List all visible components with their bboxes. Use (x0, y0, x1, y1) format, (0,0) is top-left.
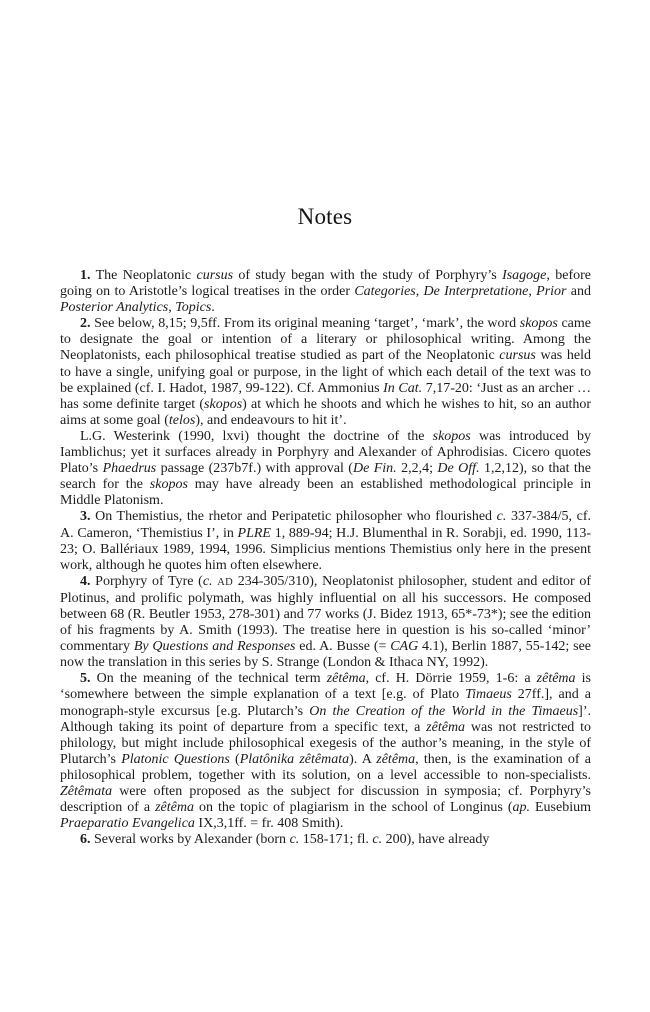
note-text: came to designate the goal or intention of a literary or philosophical writing. Among the Neoplatonists, each philosophical treatise studied as part of the Neoplatonic (60, 316, 592, 364)
note-text: 200), have already (382, 832, 490, 848)
note-paragraph (60, 268, 591, 316)
note-number: 6. (80, 832, 91, 848)
note-text: may have already been an established methodological principle in Middle Platonism. (60, 477, 591, 509)
note-text: 337-384/5, cf. A. Cameron, ‘Themistius I’, in (60, 509, 591, 541)
note-text: ). A (349, 751, 377, 767)
note-text: 2,2,4; (396, 461, 438, 477)
note-paragraph (60, 316, 591, 429)
note-italic-text: skopos (204, 396, 243, 412)
note-italic-text: Categories (354, 284, 416, 300)
note-text: The Neoplatonic (90, 268, 197, 283)
note-italic-text: In Cat. (383, 380, 423, 396)
note-number: 1. (80, 268, 91, 283)
note-text: Several works by Alexander (born (90, 832, 290, 848)
note-text: , (168, 300, 176, 316)
note-italic-text: c. (372, 832, 383, 848)
note-text: On the meaning of the technical term (90, 671, 327, 687)
note-text: ed. A. Busse (= (295, 639, 391, 655)
note-text: . (211, 300, 215, 316)
note-italic-text: Topics (175, 300, 212, 316)
note-paragraph (60, 574, 591, 672)
note-text: and (566, 284, 592, 300)
note-text: 4.1), Berlin 1887, 55-142; see now the translation in this series by S. Strange (London & Ithaca NY, 1992). (60, 639, 592, 671)
note-text: L.G. Westerink (1990, lxvi) thought the doctrine of the (80, 428, 433, 444)
note-text: , then, is the examination of a philosophical problem, together with its solution, on a level accessible to non-specialists. (60, 751, 591, 783)
note-text: was introduced by Iamblichus; yet it surfaces already in Porphyry and Alexander of Aphrodisias. Cicero quotes Plato’s (60, 428, 591, 477)
note-italic-text: zêtêma (155, 800, 194, 816)
note-text: passage (237b7f.) with approval ( (156, 461, 353, 477)
note-italic-text: Platônika zêtêmata (239, 751, 350, 767)
page-title: Notes (297, 204, 353, 229)
note-text: 158-171; fl. (299, 832, 373, 848)
note-smallcaps-text: AD (217, 576, 234, 588)
note-italic-text: Posterior Analytics (60, 300, 169, 316)
note-text: , (415, 284, 424, 300)
note-text: of study began with the study of Porphyry’s (233, 268, 503, 283)
note-italic-text: telos (168, 412, 196, 428)
note-italic-text: c. (202, 573, 213, 589)
note-number: 4. (80, 573, 91, 589)
note-text: ), and endeavours to hit it’. (195, 412, 347, 428)
note-text: See below, 8,15; 9,5ff. From its original meaning ‘target’, ‘mark’, the word (90, 316, 520, 332)
note-italic-text: c. (496, 509, 507, 525)
note-italic-text: zêtêma (376, 751, 416, 767)
note-italic-text: CAG (390, 639, 419, 655)
note-text: was not restricted to philology, but might include philosophical exegesis of the author’s meaning, in the style of Plutarch’s (60, 719, 592, 767)
note-text: ]’. Although taking its point of departure from a specific text, a (60, 703, 591, 735)
note-text: Porphyry of Tyre ( (90, 573, 203, 589)
note-italic-text: skopos (149, 477, 188, 493)
note-text: on the topic of plagiarism in the school of Longinus ( (193, 800, 513, 816)
note-italic-text: Prior (536, 284, 567, 300)
note-text: 1, 889-94; H.J. Blumenthal in R. Sorabji, ed. 1990, 113-23; O. Ballériaux 1989, 1994, 1996. Simplicius mentions Themistius only here in the present work, although he quotes him often elsewhere. (60, 525, 591, 573)
note-text: IX,3,1ff. = fr. 408 Smith). (194, 816, 344, 832)
note-italic-text: zêtêma (536, 671, 576, 687)
note-italic-text: ap. (512, 800, 530, 816)
note-text: 7,17-20: ‘Just as an archer … has some definite target ( (60, 380, 592, 412)
note-text: Eusebium (530, 800, 591, 816)
note-paragraph (60, 429, 591, 509)
note-text: were often proposed as the subject for discussion in symposia; cf. Porphyry’s description of a (60, 784, 591, 816)
note-text: is ‘somewhere between the simple explanation of a text [e.g. of Plato (60, 671, 591, 703)
note-number: 3. (80, 509, 91, 525)
note-italic-text: Phaedrus (102, 461, 157, 477)
note-paragraph (60, 671, 591, 832)
note-italic-text: De Fin. (352, 461, 397, 477)
note-italic-text: By Questions and Responses (133, 639, 296, 655)
note-italic-text: skopos (519, 316, 558, 332)
note-text: 27ff.], and a monograph-style excursus [e.g. Plutarch’s (60, 687, 591, 719)
note-italic-text: Platonic Questions (121, 751, 230, 767)
note-italic-text: De Off. (437, 461, 480, 477)
note-text: was held to have a single, unifying goal or purpose, in the light of which each detail of the text was to be explained (cf. I. Hadot, 1987, 99-122). Cf. Ammonius (60, 348, 591, 396)
note-number: 2. (80, 316, 91, 332)
note-italic-text: PLRE (237, 525, 271, 541)
note-text: ( (229, 751, 240, 767)
note-italic-text: cursus (499, 348, 536, 364)
note-text: ) at which he shoots and which he wishes to hit, so an author aims at some goal ( (60, 396, 591, 428)
note-italic-text: De Interpretatione (423, 284, 529, 300)
note-text: , before going on to Aristotle’s logical treatises in the order (60, 268, 591, 300)
notes-list (60, 268, 591, 848)
note-italic-text: Timaeus (465, 687, 512, 703)
note-italic-text: Zêtêmata (60, 784, 113, 799)
note-text: 1,2,12), so that the search for the (60, 461, 592, 493)
note-italic-text: c. (289, 832, 300, 848)
note-italic-text: Praeparatio Evangelica (60, 816, 195, 832)
note-italic-text: skopos (432, 428, 471, 444)
note-paragraph (60, 832, 591, 848)
note-italic-text: On the Creation of the World in the Timaeus (309, 703, 579, 719)
note-text: , (528, 284, 537, 300)
note-number: 5. (80, 671, 91, 687)
note-text: , cf. H. Dörrie 1959, 1-6: a (365, 671, 537, 687)
note-text: On Themistius, the rhetor and Peripatetic philosopher who flourished (90, 509, 497, 525)
note-paragraph (60, 509, 591, 573)
note-italic-text: zêtêma (426, 719, 466, 735)
note-italic-text: cursus (196, 268, 234, 283)
note-italic-text: zêtêma (326, 671, 366, 687)
note-italic-text: Isagoge (502, 268, 547, 283)
note-text: 234-305/310), Neoplatonist philosopher, student and editor of Plotinus, and prolific polymath, was highly influential on all his successors. He composed between 68 (R. Beutler 1953, 278-301) and 77 works (J. Bidez 1913, 65*-73*); see the edition of his fragments by A. Smith (1993). The treatise here in question is his so-called ‘minor’ commentary (60, 573, 592, 655)
